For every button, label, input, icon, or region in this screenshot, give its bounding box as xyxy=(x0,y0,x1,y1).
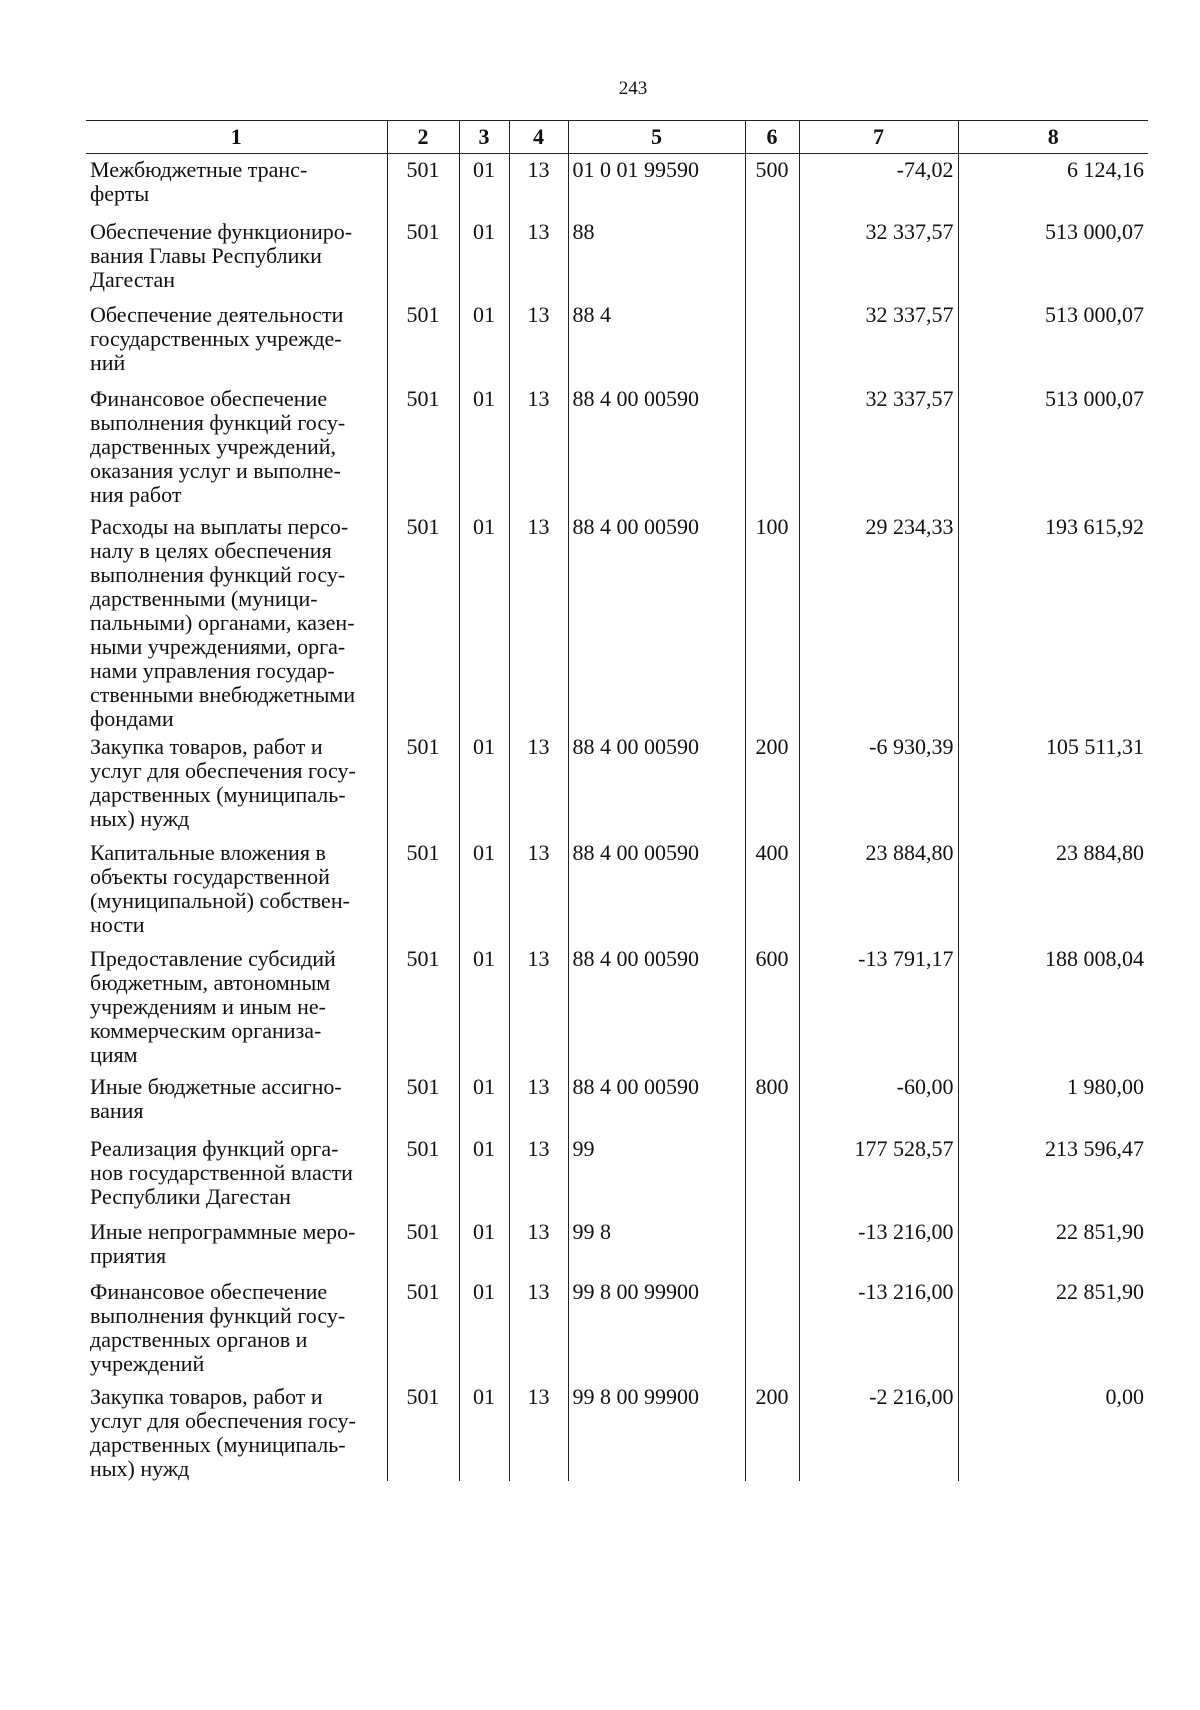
row-name-line: вания Главы Республики xyxy=(90,242,322,268)
row-col8-cell: 513 000,07 xyxy=(958,383,1148,511)
row-name-line: Иные бюджетные ассигно- xyxy=(90,1073,342,1099)
row-name-cell xyxy=(86,1071,387,1133)
row-col8-cell: 0,00 xyxy=(958,1381,1148,1481)
page-number: 243 xyxy=(618,78,648,99)
row-col8-cell: 6 124,16 xyxy=(958,154,1148,216)
row-col3-cell: 01 xyxy=(459,154,509,216)
row-name-cell xyxy=(86,731,387,837)
table-row xyxy=(86,837,1148,943)
row-name-line: Предоставление субсидий xyxy=(90,945,336,971)
row-col8-cell: 23 884,80 xyxy=(958,837,1148,943)
row-col4-cell: 13 xyxy=(509,154,568,216)
row-col7-cell: -2 216,00 xyxy=(799,1381,958,1481)
row-col7-cell: 23 884,80 xyxy=(799,837,958,943)
row-name-line: нами управления государ- xyxy=(90,657,335,683)
row-name-line: услуг для обеспечения госу- xyxy=(90,757,356,783)
row-name-cell xyxy=(86,837,387,943)
row-col5-cell: 88 4 00 00590 xyxy=(568,943,745,1071)
row-name-line: ности xyxy=(90,911,145,937)
row-name-line: дарственных (муниципаль- xyxy=(90,781,346,807)
row-col4-cell: 13 xyxy=(509,299,568,383)
row-col2-cell: 501 xyxy=(387,299,459,383)
row-name-line: вания xyxy=(90,1097,144,1123)
row-name-cell xyxy=(86,1276,387,1381)
row-col6-cell: 800 xyxy=(745,1071,799,1133)
row-name-line: Межбюджетные транс- xyxy=(90,157,308,182)
row-col2-cell: 501 xyxy=(387,383,459,511)
row-col6-cell xyxy=(745,216,799,299)
row-col7-cell: -74,02 xyxy=(799,154,958,216)
table-row xyxy=(86,511,1148,731)
row-col3-cell: 01 xyxy=(459,216,509,299)
row-name-line: (муниципальной) собствен- xyxy=(90,887,350,913)
row-col7-cell: 32 337,57 xyxy=(799,299,958,383)
table-body xyxy=(86,154,1148,1481)
table-header xyxy=(86,121,1148,154)
row-name-line: Закупка товаров, работ и xyxy=(90,733,323,759)
row-col6-cell: 200 xyxy=(745,1381,799,1481)
row-name-line: бюджетным, автономным xyxy=(90,969,331,995)
row-col6-cell: 400 xyxy=(745,837,799,943)
row-name-line: пальными) органами, казен- xyxy=(90,609,355,635)
header-cell-1: 1 xyxy=(86,121,387,154)
header-cell-2: 2 xyxy=(387,121,459,154)
header-cell-4: 4 xyxy=(509,121,568,154)
row-col8-cell: 513 000,07 xyxy=(958,216,1148,299)
row-col3-cell: 01 xyxy=(459,1381,509,1481)
row-name-cell xyxy=(86,943,387,1071)
row-name-cell xyxy=(86,1381,387,1481)
row-name-cell xyxy=(86,216,387,299)
row-name-line: ных) нужд xyxy=(90,1455,190,1481)
table-row xyxy=(86,731,1148,837)
row-name-line: ственными внебюджетными xyxy=(90,681,356,707)
row-name-line: Дагестан xyxy=(90,266,176,292)
table-row xyxy=(86,1071,1148,1133)
row-col6-cell: 200 xyxy=(745,731,799,837)
row-col8-cell: 22 851,90 xyxy=(958,1216,1148,1276)
row-col8-cell: 213 596,47 xyxy=(958,1133,1148,1216)
row-col2-cell: 501 xyxy=(387,154,459,216)
row-name-line: выполнения функций госу- xyxy=(90,409,346,435)
row-col3-cell: 01 xyxy=(459,1133,509,1216)
row-name-cell xyxy=(86,1216,387,1276)
row-name-line: фондами xyxy=(90,705,174,731)
row-col7-cell: 32 337,57 xyxy=(799,216,958,299)
row-name-line: коммерческим организа- xyxy=(90,1017,322,1043)
row-col8-cell: 22 851,90 xyxy=(958,1276,1148,1381)
row-col2-cell: 501 xyxy=(387,1381,459,1481)
row-col4-cell: 13 xyxy=(509,1216,568,1276)
row-col5-cell: 88 4 00 00590 xyxy=(568,731,745,837)
row-col7-cell: 32 337,57 xyxy=(799,383,958,511)
row-col3-cell: 01 xyxy=(459,731,509,837)
row-name-line: объекты государственной xyxy=(90,863,330,889)
row-name-line: Республики Дагестан xyxy=(90,1183,291,1209)
header-cell-6: 6 xyxy=(745,121,799,154)
row-name-line: нов государственной власти xyxy=(90,1159,353,1185)
row-name-line: Обеспечение функциониро- xyxy=(90,218,353,244)
row-name-line: оказания услуг и выполне- xyxy=(90,457,341,483)
row-name-line: Закупка товаров, работ и xyxy=(90,1383,323,1409)
row-col4-cell: 13 xyxy=(509,943,568,1071)
row-col4-cell: 13 xyxy=(509,837,568,943)
row-col4-cell: 13 xyxy=(509,1381,568,1481)
row-col6-cell: 100 xyxy=(745,511,799,731)
table-row xyxy=(86,1381,1148,1481)
row-name-line: дарственными (муници- xyxy=(90,585,318,611)
table-row xyxy=(86,154,1148,216)
row-col3-cell: 01 xyxy=(459,943,509,1071)
row-name-line: дарственных органов и xyxy=(90,1326,308,1352)
row-col3-cell: 01 xyxy=(459,1071,509,1133)
row-col8-cell: 105 511,31 xyxy=(958,731,1148,837)
row-name-line: выполнения функций госу- xyxy=(90,561,346,587)
row-col3-cell: 01 xyxy=(459,511,509,731)
row-col8-cell: 513 000,07 xyxy=(958,299,1148,383)
row-col8-cell: 188 008,04 xyxy=(958,943,1148,1071)
row-col4-cell: 13 xyxy=(509,216,568,299)
row-col2-cell: 501 xyxy=(387,943,459,1071)
row-name-cell xyxy=(86,383,387,511)
row-name-line: выполнения функций госу- xyxy=(90,1302,346,1328)
row-col5-cell: 88 4 00 00590 xyxy=(568,511,745,731)
row-col7-cell: -13 216,00 xyxy=(799,1276,958,1381)
row-col7-cell: 29 234,33 xyxy=(799,511,958,731)
row-name-line: Финансовое обеспечение xyxy=(90,385,328,411)
row-col3-cell: 01 xyxy=(459,383,509,511)
row-name-line: приятия xyxy=(90,1242,167,1268)
row-name-line: учреждений xyxy=(90,1350,205,1376)
row-col3-cell: 01 xyxy=(459,1216,509,1276)
row-name-line: услуг для обеспечения госу- xyxy=(90,1407,356,1433)
row-name-line: циям xyxy=(90,1041,138,1067)
row-col5-cell: 88 4 00 00590 xyxy=(568,1071,745,1133)
row-col5-cell: 99 8 xyxy=(568,1216,745,1276)
row-name-line: ными учреждениями, орга- xyxy=(90,633,346,659)
row-name-line: Иные непрограммные меро- xyxy=(90,1218,356,1244)
row-col7-cell: 177 528,57 xyxy=(799,1133,958,1216)
row-col2-cell: 501 xyxy=(387,216,459,299)
budget-table xyxy=(86,120,1148,1481)
row-col5-cell: 88 xyxy=(568,216,745,299)
row-name-line: дарственных (муниципаль- xyxy=(90,1431,346,1457)
row-col5-cell: 88 4 00 00590 xyxy=(568,837,745,943)
row-col8-cell: 193 615,92 xyxy=(958,511,1148,731)
header-row xyxy=(86,121,1148,154)
row-name-line: Финансовое обеспечение xyxy=(90,1278,328,1304)
row-col5-cell: 88 4 xyxy=(568,299,745,383)
table-row xyxy=(86,1276,1148,1381)
row-col4-cell: 13 xyxy=(509,383,568,511)
row-col2-cell: 501 xyxy=(387,1133,459,1216)
row-col5-cell: 99 8 00 99900 xyxy=(568,1276,745,1381)
row-col4-cell: 13 xyxy=(509,731,568,837)
row-name-cell xyxy=(86,299,387,383)
row-name-cell xyxy=(86,1133,387,1216)
row-name-line: Обеспечение деятельности xyxy=(90,301,344,327)
row-col7-cell: -60,00 xyxy=(799,1071,958,1133)
row-col6-cell xyxy=(745,383,799,511)
row-col6-cell xyxy=(745,1216,799,1276)
row-col4-cell: 13 xyxy=(509,1133,568,1216)
row-col6-cell: 600 xyxy=(745,943,799,1071)
table-row xyxy=(86,216,1148,299)
header-cell-3: 3 xyxy=(459,121,509,154)
row-col6-cell xyxy=(745,1276,799,1381)
row-col3-cell: 01 xyxy=(459,299,509,383)
row-col2-cell: 501 xyxy=(387,1276,459,1381)
row-col3-cell: 01 xyxy=(459,837,509,943)
row-col2-cell: 501 xyxy=(387,837,459,943)
row-name-line: ферты xyxy=(90,181,150,206)
row-col2-cell: 501 xyxy=(387,511,459,731)
table-row xyxy=(86,943,1148,1071)
header-cell-7: 7 xyxy=(799,121,958,154)
row-name-line: Капитальные вложения в xyxy=(90,839,326,865)
row-name-line: ных) нужд xyxy=(90,805,190,831)
row-col7-cell: -6 930,39 xyxy=(799,731,958,837)
row-col5-cell: 88 4 00 00590 xyxy=(568,383,745,511)
row-col5-cell: 99 8 00 99900 xyxy=(568,1381,745,1481)
table-row xyxy=(86,1216,1148,1276)
row-col4-cell: 13 xyxy=(509,1071,568,1133)
row-col8-cell: 1 980,00 xyxy=(958,1071,1148,1133)
row-name-line: Расходы на выплаты персо- xyxy=(90,513,349,539)
row-col6-cell xyxy=(745,299,799,383)
row-col2-cell: 501 xyxy=(387,731,459,837)
row-name-line: дарственных учреждений, xyxy=(90,433,336,459)
row-col5-cell: 01 0 01 99590 xyxy=(568,154,745,216)
row-col7-cell: -13 791,17 xyxy=(799,943,958,1071)
table-row xyxy=(86,1133,1148,1216)
row-name-cell xyxy=(86,511,387,731)
row-col6-cell xyxy=(745,1133,799,1216)
row-name-line: ния работ xyxy=(90,481,182,507)
row-name-line: Реализация функций орга- xyxy=(90,1135,339,1161)
row-col4-cell: 13 xyxy=(509,511,568,731)
table-row xyxy=(86,383,1148,511)
row-name-line: учреждениям и иным не- xyxy=(90,993,326,1019)
table-row xyxy=(86,299,1148,383)
row-name-line: государственных учрежде- xyxy=(90,325,342,351)
row-col2-cell: 501 xyxy=(387,1216,459,1276)
row-col3-cell: 01 xyxy=(459,1276,509,1381)
header-cell-5: 5 xyxy=(568,121,745,154)
row-name-line: налу в целях обеспечения xyxy=(90,537,332,563)
row-name-line: ний xyxy=(90,349,126,375)
row-col5-cell: 99 xyxy=(568,1133,745,1216)
header-cell-8: 8 xyxy=(958,121,1148,154)
row-col4-cell: 13 xyxy=(509,1276,568,1381)
row-col2-cell: 501 xyxy=(387,1071,459,1133)
row-name-cell xyxy=(86,154,387,216)
row-col7-cell: -13 216,00 xyxy=(799,1216,958,1276)
row-col6-cell: 500 xyxy=(745,154,799,216)
